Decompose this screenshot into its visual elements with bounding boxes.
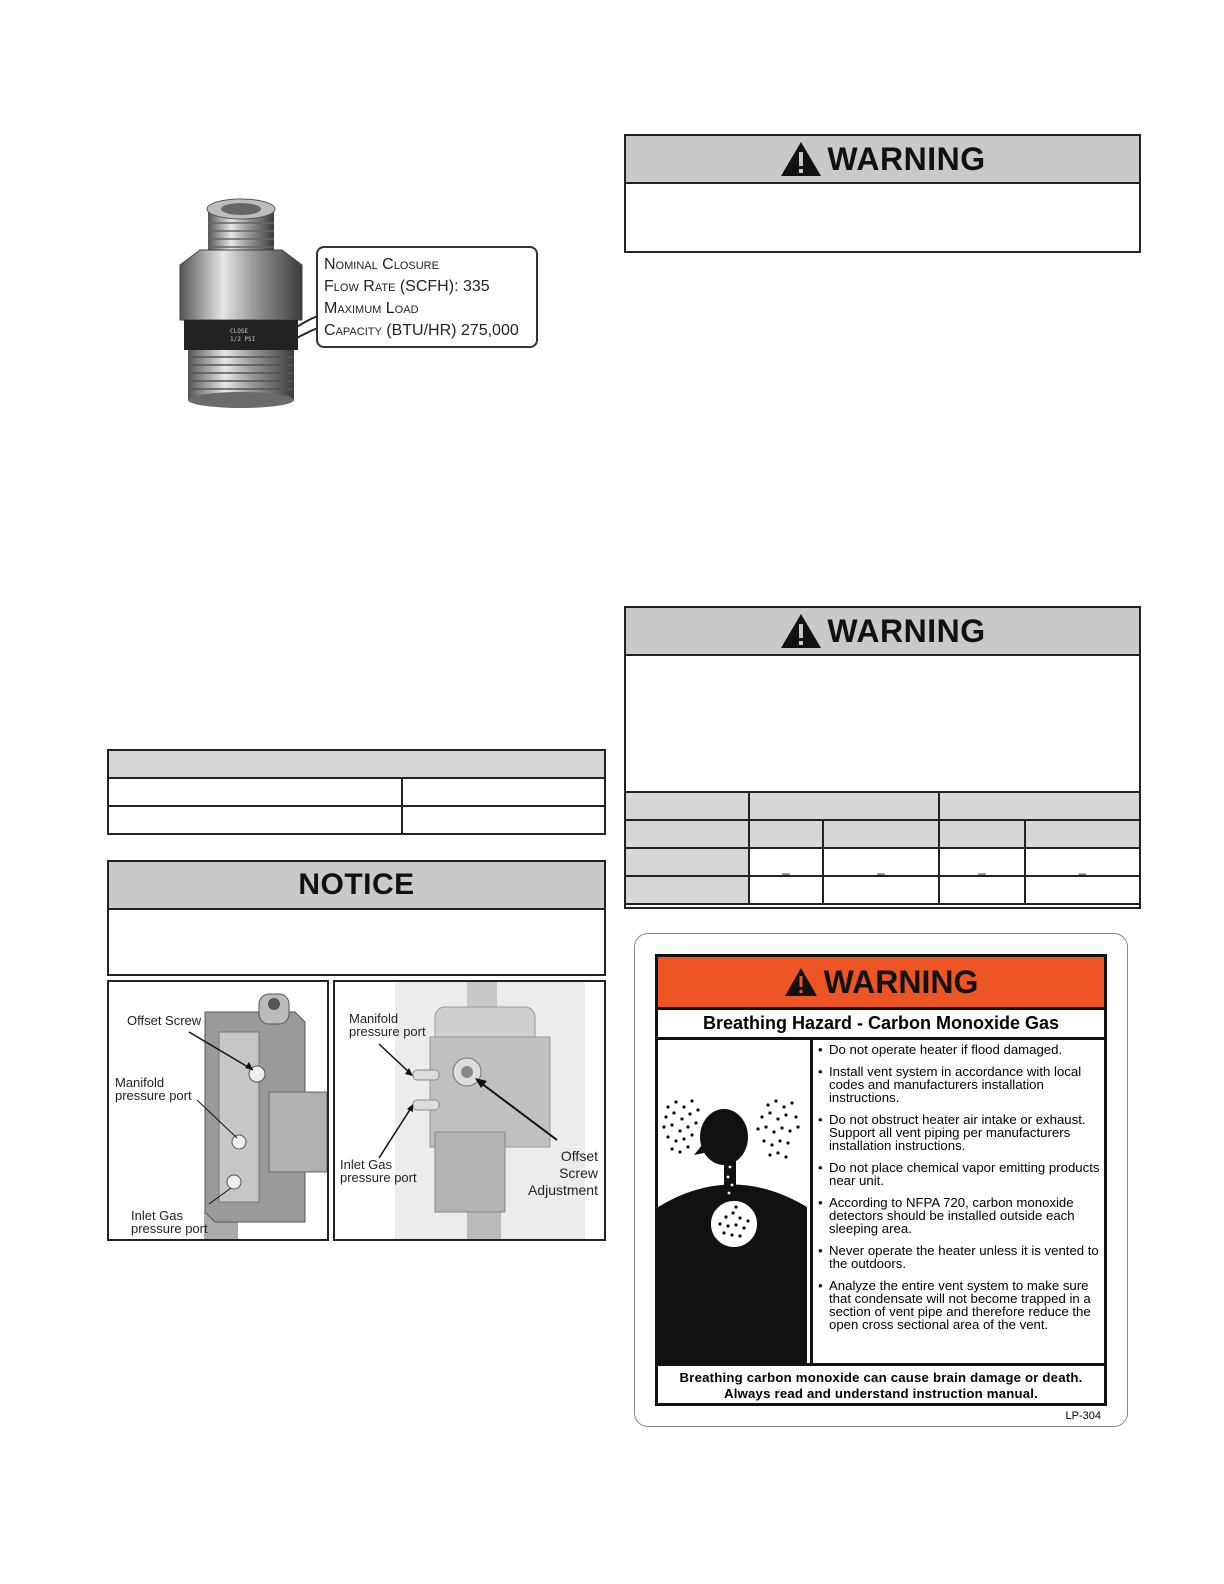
- left-spec-table: [107, 749, 606, 835]
- table-cell: [625, 876, 749, 904]
- fitting-callout: [316, 246, 538, 348]
- inlet-port-label-2: pressure port: [340, 1170, 417, 1185]
- table-cell: [823, 820, 939, 848]
- warning-triangle-icon: [779, 612, 823, 650]
- offset-screw-adjustment-label: [528, 1148, 598, 1199]
- table-cell: [749, 820, 823, 848]
- label-code: LP-304: [1065, 1410, 1101, 1422]
- list-item: • Do not place chemical vapor emitting products near unit.: [816, 1161, 1104, 1187]
- table-cell: [939, 820, 1025, 848]
- co-label-header: [658, 957, 1104, 1010]
- offset-label-line-2: Screw: [559, 1165, 598, 1181]
- table-cell: _: [749, 848, 823, 876]
- table-cell: [625, 820, 749, 848]
- warning-header-mid: [626, 608, 1139, 656]
- list-item: • Do not obstruct heater air intake or exhaust. Support all vent piping per manufacturers installation instructions.: [816, 1113, 1104, 1152]
- table-cell: [108, 806, 402, 834]
- manifold-port-label-1: Manifold: [115, 1075, 165, 1090]
- warning-triangle-icon: [779, 140, 823, 178]
- co-safety-list: [816, 1043, 1104, 1340]
- table-cell: [402, 778, 605, 806]
- table-row: [108, 806, 605, 834]
- co-label-subtitle: Breathing Hazard - Carbon Monoxide Gas: [658, 1010, 1104, 1040]
- table-cell: [108, 778, 402, 806]
- co-label-footer: [658, 1363, 1104, 1403]
- inlet-port-label-1: Inlet Gas: [340, 1157, 393, 1172]
- co-footer-line-1: Breathing carbon monoxide can cause brain damage or death.: [679, 1370, 1083, 1385]
- notice-header: [109, 862, 604, 910]
- offset-screw-label: Offset Screw: [127, 1013, 202, 1028]
- manifold-port-label-1: Manifold: [349, 1011, 399, 1026]
- list-item: • Do not operate heater if flood damaged.: [816, 1043, 1104, 1056]
- table-cell: [939, 792, 1140, 820]
- manifold-port-label-2: pressure port: [115, 1088, 192, 1103]
- table-cell: [625, 792, 749, 820]
- warning-title-mid: WARNING: [827, 612, 986, 649]
- person-breathing-gas-icon: [658, 1037, 807, 1363]
- table-cell: [108, 750, 605, 778]
- notice-title: NOTICE: [298, 868, 415, 901]
- table-row: [108, 750, 605, 778]
- notice-box: [107, 860, 606, 976]
- callout-line-1: Nominal Closure: [324, 256, 439, 273]
- list-item: • Analyze the entire vent system to make sure that condensate will not become trapped in a section of vent pipe and therefore reduce the open cross sectional area of the vent.: [816, 1279, 1104, 1331]
- table-row: [625, 876, 1140, 904]
- list-item: • Never operate the heater unless it is vented to the outdoors.: [816, 1244, 1104, 1270]
- table-cell: _: [1025, 848, 1140, 876]
- table-cell: [823, 876, 939, 904]
- offset-label-line-1: Offset: [560, 1148, 598, 1164]
- gas-pressure-table: [624, 791, 1141, 905]
- list-item: • Install vent system in accordance with local codes and manufacturers installation instructions.: [816, 1065, 1104, 1104]
- svg-text:CLOSE: CLOSE: [230, 328, 249, 335]
- table-cell: [1025, 876, 1140, 904]
- inlet-port-label-2: pressure port: [131, 1221, 208, 1236]
- table-cell: [1025, 820, 1140, 848]
- svg-text:1/2 PSI: 1/2 PSI: [230, 336, 256, 343]
- callout-line-4: Capacity (BTU/HR) 275,000: [324, 322, 519, 339]
- table-cell: [625, 848, 749, 876]
- offset-label-line-3: Adjustment: [527, 1182, 598, 1198]
- valve-figure-right: [333, 980, 606, 1241]
- co-label-border: [655, 954, 1107, 1406]
- co-warning-label: [634, 933, 1128, 1427]
- table-cell: [749, 876, 823, 904]
- table-cell: [749, 792, 939, 820]
- table-row: [625, 820, 1140, 848]
- valve-figure-left: [107, 980, 329, 1241]
- warning-title-top: WARNING: [827, 140, 986, 177]
- table-cell: _: [823, 848, 939, 876]
- warning-box-top: [624, 134, 1141, 253]
- co-hazard-pictogram: [658, 1037, 813, 1363]
- table-row: [625, 792, 1140, 820]
- co-label-header-text: WARNING: [823, 963, 979, 1000]
- table-cell: _: [939, 848, 1025, 876]
- table-cell: [402, 806, 605, 834]
- co-footer-line-2: Always read and understand instruction manual.: [723, 1386, 1039, 1401]
- inlet-port-label-1: Inlet Gas: [131, 1208, 184, 1223]
- table-cell: [939, 876, 1025, 904]
- warning-header-top: [626, 136, 1139, 184]
- list-item: • According to NFPA 720, carbon monoxide detectors should be installed outside each sleeping area.: [816, 1196, 1104, 1235]
- callout-line-3: Maximum Load: [324, 300, 419, 317]
- warning-triangle-icon: [784, 967, 818, 997]
- table-row: [625, 848, 1140, 876]
- callout-line-2: Flow Rate (SCFH): 335: [324, 278, 490, 295]
- manifold-port-label-2: pressure port: [349, 1024, 426, 1039]
- table-row: [108, 778, 605, 806]
